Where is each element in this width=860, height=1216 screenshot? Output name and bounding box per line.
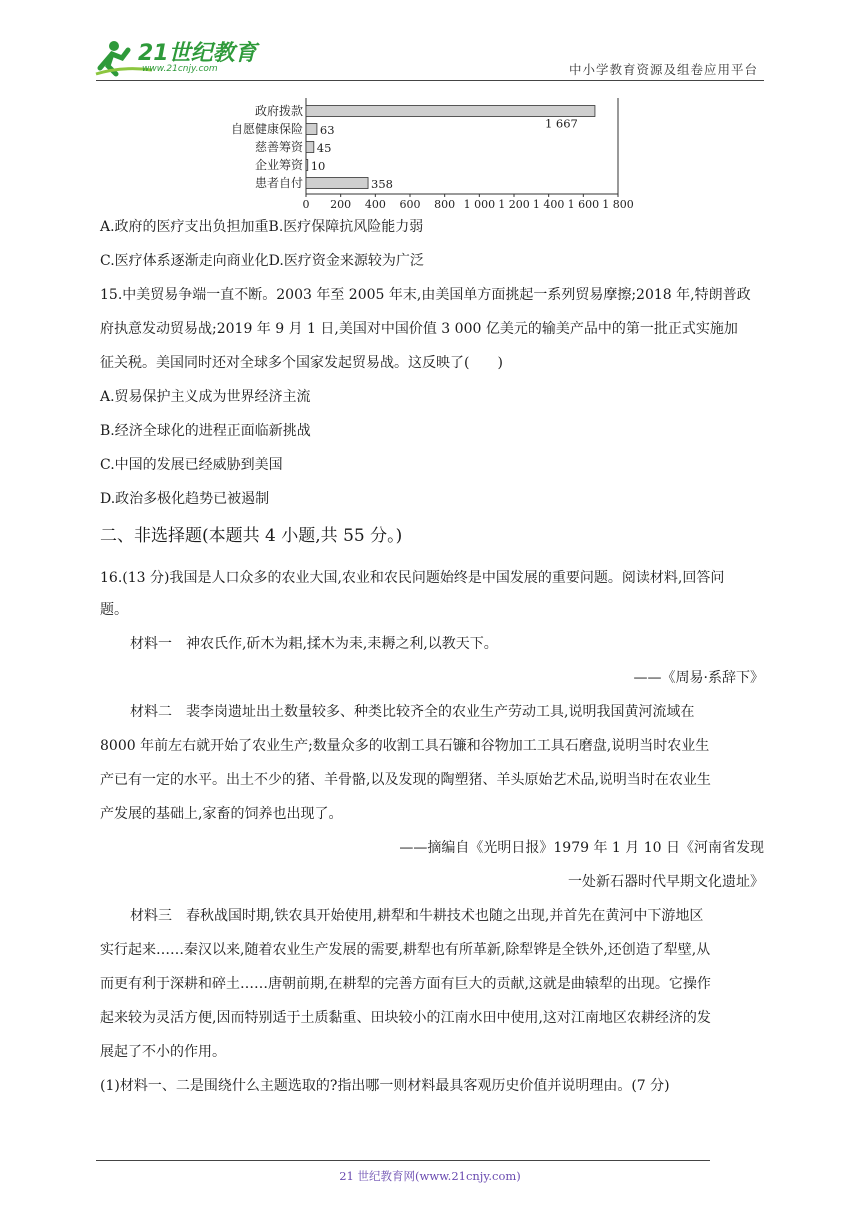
material-2-line1: 材料二 裴李岗遗址出土数量较多、种类比较齐全的农业生产劳动工具,说明我国黄河流域在 xyxy=(130,704,695,720)
x-tick-label: 1 400 xyxy=(532,198,565,211)
category-label: 患者自付 xyxy=(254,176,303,190)
material-3-line1: 材料三 春秋战国时期,铁农具开始使用,耕犁和牛耕技术也随之出现,并首先在黄河中下游地区 xyxy=(130,908,704,924)
material-3-line4: 起来较为灵活方便,因而特别适于土质黏重、田块较小的江南水田中使用,这对江南地区农耕经济的发 xyxy=(100,1010,711,1026)
footer-divider xyxy=(96,1160,710,1161)
x-tick-label: 1 600 xyxy=(567,198,600,211)
footer-text: 21 世纪教育网(www.21cnjy.com) xyxy=(339,1169,521,1183)
material-3-line5: 展起了不小的作用。 xyxy=(100,1044,226,1060)
logo xyxy=(92,36,262,80)
q15-option-d: D.政治多极化趋势已被遏制 xyxy=(100,491,270,507)
section-title: 二、非选择题(本题共 4 小题,共 55 分。) xyxy=(100,526,403,546)
data-label: 63 xyxy=(319,123,335,137)
x-tick-label: 400 xyxy=(364,198,386,211)
q15-option-a: A.贸易保护主义成为世界经济主流 xyxy=(100,389,311,405)
q14-options-line1: A.政府的医疗支出负担加重B.医疗保障抗风险能力弱 xyxy=(100,219,424,235)
material-2-source-1: ——摘编自《光明日报》1979 年 1 月 10 日《河南省发现 xyxy=(399,840,764,856)
x-tick-label: 1 800 xyxy=(602,198,634,211)
q16-stem-2: 题。 xyxy=(100,602,128,618)
x-tick-label: 600 xyxy=(399,198,421,211)
data-label: 358 xyxy=(371,177,394,191)
logo-url: www.21cnjy.com xyxy=(142,64,218,74)
data-label: 45 xyxy=(316,141,332,155)
q15-stem-3: 征关税。美国同时还对全球多个国家发起贸易战。这反映了( ) xyxy=(100,355,503,371)
logo-text: 21世纪教育 xyxy=(138,41,257,66)
material-3-line2: 实行起来……秦汉以来,随着农业生产发展的需要,耕犁也有所革新,除犁铧是全铁外,还创造了犁壁,从 xyxy=(100,942,711,958)
material-2-line4: 产发展的基础上,家畜的饲养也出现了。 xyxy=(100,806,343,822)
category-label: 慈善筹资 xyxy=(254,140,303,154)
x-tick-label: 200 xyxy=(330,198,352,211)
bar xyxy=(306,106,595,117)
material-2-line3: 产已有一定的水平。出土不少的猪、羊骨骼,以及发现的陶塑猪、羊头原始艺术品,说明当时在农业生 xyxy=(100,772,711,788)
x-tick-label: 800 xyxy=(434,198,456,211)
q16-subquestion-1: (1)材料一、二是围绕什么主题选取的?指出哪一则材料最具客观历史价值并说明理由。(7 分) xyxy=(100,1078,670,1094)
x-tick-label: 1 000 xyxy=(463,198,496,211)
bar xyxy=(306,124,317,135)
bar xyxy=(306,142,314,153)
bar xyxy=(306,160,308,171)
material-1: 材料一 神农氏作,斫木为耜,揉木为耒,耒耨之利,以教天下。 xyxy=(130,636,498,652)
q15-option-c: C.中国的发展已经威胁到美国 xyxy=(100,457,283,473)
data-label: 1 667 xyxy=(544,116,578,131)
platform-name: 中小学教育资源及组卷应用平台 xyxy=(568,62,758,77)
category-label: 企业筹资 xyxy=(254,158,303,172)
x-tick-label: 1 200 xyxy=(498,198,530,211)
q15-stem-1: 15.中美贸易争端一直不断。2003 年至 2005 年末,由美国单方面挑起一系列贸易摩擦;2018 年,特朗普政 xyxy=(100,287,751,303)
category-label: 政府拨款 xyxy=(254,104,303,118)
q15-stem-2: 府执意发动贸易战;2019 年 9 月 1 日,美国对中国价值 3 000 亿美元的输美产品中的第一批正式实施加 xyxy=(100,321,738,337)
category-label: 自愿健康保险 xyxy=(230,122,303,136)
data-label: 10 xyxy=(310,159,326,173)
material-2-source-2: 一处新石器时代早期文化遗址》 xyxy=(568,874,764,890)
bar xyxy=(306,178,368,189)
q14-options-line2: C.医疗体系逐渐走向商业化D.医疗资金来源较为广泛 xyxy=(100,253,424,269)
x-tick-label: 0 xyxy=(302,198,310,211)
q16-stem-1: 16.(13 分)我国是人口众多的农业大国,农业和农民问题始终是中国发展的重要问题。阅读材料,回答问 xyxy=(100,570,725,586)
material-3-line3: 而更有利于深耕和碎土……唐朝前期,在耕犁的完善方面有巨大的贡献,这就是曲辕犁的出现。它操作 xyxy=(100,976,711,992)
material-2-line2: 8000 年前左右就开始了农业生产;数量众多的收割工具石镰和谷物加工工具石磨盘,说明当时农业生 xyxy=(100,738,710,754)
q15-option-b: B.经济全球化的进程正面临新挑战 xyxy=(100,423,311,439)
header-divider xyxy=(96,80,764,81)
material-1-source: ——《周易·系辞下》 xyxy=(633,670,764,686)
funding-bar-chart xyxy=(218,96,638,216)
